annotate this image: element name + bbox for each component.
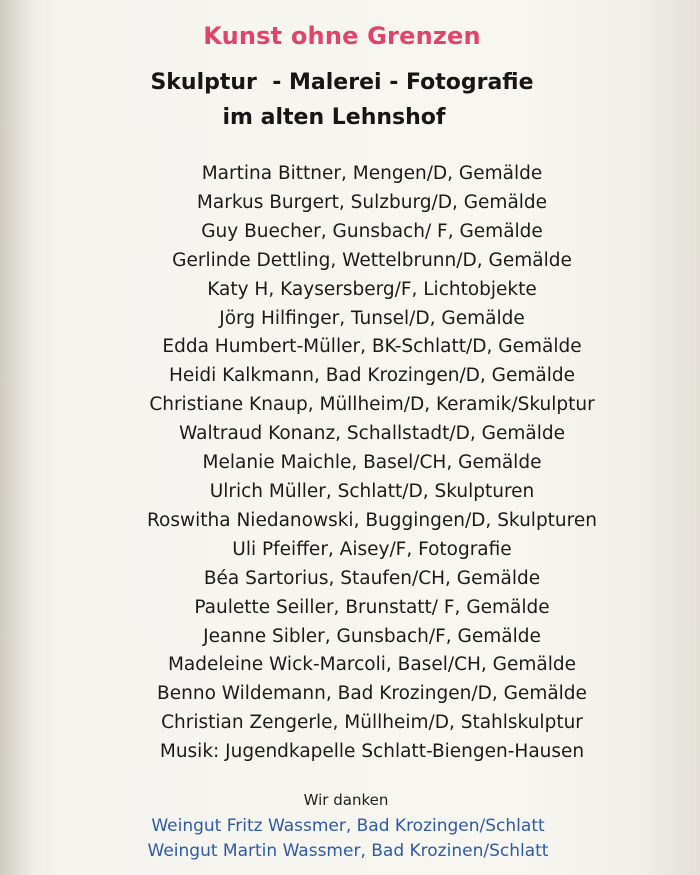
thanks-heading: Wir danken	[303, 791, 389, 809]
sponsor-list	[0, 814, 700, 864]
artist-entry: Ulrich Müller, Schlatt/D, Skulpturen	[209, 480, 535, 502]
sponsor-entry: Weingut Fritz Wassmer, Bad Krozingen/Schlatt	[151, 816, 545, 836]
artist-entry: Melanie Maichle, Basel/CH, Gemälde	[202, 452, 542, 474]
artist-entry: Christiane Knaup, Müllheim/D, Keramik/Skulptur	[149, 394, 595, 416]
artist-entry: Benno Wildemann, Bad Krozingen/D, Gemälde	[157, 683, 587, 705]
artist-entry: Roswitha Niedanowski, Buggingen/D, Skulpturen	[147, 509, 597, 531]
artist-entry: Béa Sartorius, Staufen/CH, Gemälde	[203, 567, 541, 589]
artist-entry: Katy H, Kaysersberg/F, Lichtobjekte	[207, 278, 537, 300]
artist-entry: Markus Burgert, Sulzburg/D, Gemälde	[196, 191, 548, 213]
artist-list	[0, 160, 700, 767]
artist-entry: Jeanne Sibler, Gunsbach/F, Gemälde	[203, 625, 541, 647]
artist-entry: Uli Pfeiffer, Aisey/F, Fotografie	[232, 538, 512, 560]
artist-entry: Martina Bittner, Mengen/D, Gemälde	[201, 163, 543, 184]
artist-entry: Paulette Seiller, Brunstatt/ F, Gemälde	[194, 596, 550, 618]
exhibition-venue: im alten Lehnshof	[222, 105, 446, 130]
artist-entry: Madeleine Wick-Marcoli, Basel/CH, Gemälde	[167, 654, 577, 676]
sponsor-entry: Weingut Martin Wassmer, Bad Krozinen/Schlatt	[147, 841, 549, 861]
artist-entry: Jörg Hilfinger, Tunsel/D, Gemälde	[219, 307, 525, 329]
artist-entry: Christian Zengerle, Müllheim/D, Stahlskulptur	[161, 712, 583, 734]
artist-entry: Edda Humbert-Müller, BK-Schlatt/D, Gemälde	[162, 336, 582, 358]
exhibition-subtitle: Skulptur - Malerei - Fotografie	[150, 70, 534, 95]
music-entry: Musik: Jugendkapelle Schlatt-Biengen-Hausen	[159, 741, 585, 763]
artist-entry: Guy Buecher, Gunsbach/ F, Gemälde	[201, 220, 543, 242]
artist-entry: Waltraud Konanz, Schallstadt/D, Gemälde	[179, 423, 565, 445]
exhibition-title: Kunst ohne Grenzen	[203, 22, 481, 50]
artist-entry: Gerlinde Dettling, Wettelbrunn/D, Gemälde	[172, 249, 572, 271]
artist-entry: Heidi Kalkmann, Bad Krozingen/D, Gemälde	[168, 365, 576, 387]
